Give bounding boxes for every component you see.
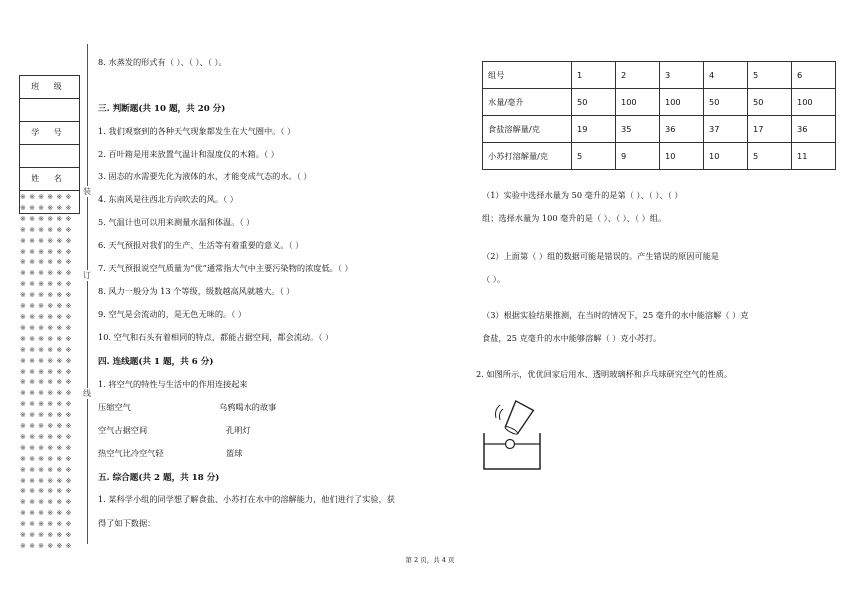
binding-mark-ding: 订 bbox=[83, 271, 91, 280]
part3-line1: （3）根据实验结果推测，在当时的情况下，25 毫升的水中能溶解（ ）克 bbox=[482, 310, 749, 320]
comprehensive-q1-line1: 1. 某科学小组的同学想了解食盐、小苏打在水中的溶解能力，他们进行了实验，获 bbox=[98, 494, 395, 504]
table-cell: 19 bbox=[572, 116, 616, 143]
connect-right-3: 篮球 bbox=[226, 448, 243, 458]
table-cell: 50 bbox=[704, 89, 748, 116]
table-cell: 37 bbox=[704, 116, 748, 143]
judge-item-5: 5. 气温计也可以用来测量水温和体温。（ ） bbox=[98, 217, 255, 227]
connect-left-3: 热空气比冷空气轻 bbox=[98, 448, 164, 458]
table-row-label: 食盐溶解量/克 bbox=[483, 116, 572, 143]
part2-line1: （2）上面第（ ）组的数据可能是错误的。产生错误的原因可能是 bbox=[482, 251, 720, 261]
table-cell: 5 bbox=[748, 143, 792, 170]
part1-line1: （1）实验中选择水量为 50 毫升的是第（ ）、（ ）、（ ） bbox=[482, 190, 683, 200]
connect-question: 1. 将空气的特性与生活中的作用连接起来 bbox=[98, 379, 248, 389]
table-cell: 100 bbox=[792, 89, 836, 116]
section-3-heading: 三. 判断题(共 10 题，共 20 分) bbox=[98, 104, 226, 114]
table-cell: 5 bbox=[572, 143, 616, 170]
cup-and-ball-illustration bbox=[480, 398, 550, 473]
decorative-star-pattern: ※ ※ ※ ※ ※ ※ ※ ※ ※ ※ ※ ※ ※ ※ ※ ※ ※ ※ ※ ※ ※ ※ ※ ※ ※ ※ ※ ※ ※ ※ ※ ※ ※ ※ ※ ※ ※ ※ ※ ※ ※ ※ ※ ※ ※ ※ ※ ※ ※ ※ ※ ※ ※ ※ ※ ※ ※ ※ ※ ※ ※ ※ ※ ※ ※ ※ ※ ※ ※ ※ ※ ※ ※ ※ ※ ※ ※ ※ ※ ※ ※ ※ ※ ※ ※ ※ ※ ※ ※ ※ ※ ※ ※ ※ ※ ※ ※ ※ ※ ※ ※ ※ ※ ※ ※ ※ ※ ※ ※ ※ ※ ※ ※ ※ ※ ※ ※ ※ ※ ※ ※ ※ ※ ※ ※ ※ ※ ※ ※ ※ ※ ※ ※ ※ ※ ※ ※ ※ ※ ※ ※ ※ ※ ※ ※ ※ ※ ※ ※ ※ ※ ※ ※ ※ ※ ※ ※ ※ ※ ※ ※ ※ ※ ※ ※ ※ ※ ※ ※ ※ ※ ※ ※ ※ ※ ※ ※ ※ ※ ※ ※ ※ ※ ※ ※ ※ ※ ※ ※ ※ ※ ※ ※ ※ ※ ※ ※ ※ bbox=[20, 193, 72, 550]
judge-item-10: 10. 空气和石头有着相同的特点，都能占据空间，都会流动。（ ） bbox=[98, 332, 334, 342]
table-cell: 100 bbox=[616, 89, 660, 116]
table-cell: 35 bbox=[616, 116, 660, 143]
table-row-label: 小苏打溶解量/克 bbox=[483, 143, 572, 170]
judge-item-3: 3. 固态的水需要先化为液体的水，才能变成气态的水。（ ） bbox=[98, 171, 312, 181]
table-row-label: 组号 bbox=[483, 62, 572, 89]
table-cell: 36 bbox=[660, 116, 704, 143]
table-cell: 2 bbox=[616, 62, 660, 89]
judge-item-8: 8. 风力一般分为 13 个等级，级数越高风就越大。（ ） bbox=[98, 286, 295, 296]
section-4-heading: 四. 连线题(共 1 题，共 6 分) bbox=[98, 357, 214, 367]
table-cell: 10 bbox=[704, 143, 748, 170]
connect-left-1: 压缩空气 bbox=[98, 402, 131, 412]
table-cell: 17 bbox=[748, 116, 792, 143]
comprehensive-q1-line2: 得了如下数据： bbox=[98, 518, 156, 528]
table-cell: 6 bbox=[792, 62, 836, 89]
table-cell: 11 bbox=[792, 143, 836, 170]
connect-right-2: 孔明灯 bbox=[226, 425, 251, 435]
class-label: 班 级 bbox=[20, 76, 79, 99]
table-cell: 1 bbox=[572, 62, 616, 89]
judge-item-4: 4. 东南风是往西北方向吹去的风。（ ） bbox=[98, 194, 238, 204]
table-cell: 100 bbox=[660, 89, 704, 116]
table-row-label: 水量/毫升 bbox=[483, 89, 572, 116]
table-cell: 10 bbox=[660, 143, 704, 170]
table-cell: 50 bbox=[572, 89, 616, 116]
question-8: 8. 水蒸发的形式有（ ）、（ ）、（ ）。 bbox=[98, 57, 227, 67]
table-cell: 36 bbox=[792, 116, 836, 143]
judge-item-6: 6. 天气预报对我们的生产、生活等有着重要的意义。（ ） bbox=[98, 240, 304, 250]
table-cell: 50 bbox=[748, 89, 792, 116]
name-label: 姓 名 bbox=[20, 168, 79, 191]
table-row bbox=[483, 116, 836, 143]
connect-left-2: 空气占据空间 bbox=[98, 425, 148, 435]
table-cell: 9 bbox=[616, 143, 660, 170]
judge-item-7: 7. 天气预报说空气质量为“优”通常指大气中主要污染物的浓度低。（ ） bbox=[98, 263, 353, 273]
judge-item-9: 9. 空气是会流动的，是无色无味的。（ ） bbox=[98, 309, 247, 319]
page-number: 第 2 页，共 4 页 bbox=[405, 556, 455, 564]
class-field bbox=[20, 99, 79, 122]
part1-line2: 组；选择水量为 100 毫升的是（ ）、（ ）、（ ）组。 bbox=[482, 213, 667, 223]
part3-line2: 食盐，25 克毫升的水中能够溶解（ ）克小苏打。 bbox=[482, 333, 662, 343]
table-cell: 4 bbox=[704, 62, 748, 89]
binding-mark-zhuang: 装 bbox=[83, 187, 91, 196]
binding-line bbox=[87, 44, 88, 544]
section-5-heading: 五. 综合题(共 2 题，共 18 分) bbox=[98, 473, 220, 483]
number-field bbox=[20, 145, 79, 168]
table-row bbox=[483, 62, 836, 89]
table-cell: 5 bbox=[748, 62, 792, 89]
number-label: 学 号 bbox=[20, 122, 79, 145]
experiment-data-table bbox=[482, 61, 836, 170]
binding-mark-xian: 线 bbox=[83, 389, 91, 398]
judge-item-1: 1. 我们观察到的各种天气现象都发生在大气圈中。（ ） bbox=[98, 126, 296, 136]
table-row bbox=[483, 89, 836, 116]
connect-right-1: 乌鸦喝水的故事 bbox=[219, 402, 277, 412]
table-row bbox=[483, 143, 836, 170]
judge-item-2: 2. 百叶箱是用来放置气温计和湿度仪的木箱。（ ） bbox=[98, 149, 279, 159]
comprehensive-q2: 2. 如图所示，优优回家后用水、透明玻璃杯和乒乓球研究空气的性质。 bbox=[476, 369, 733, 379]
table-cell: 3 bbox=[660, 62, 704, 89]
part2-line2: （ ）。 bbox=[482, 274, 506, 284]
